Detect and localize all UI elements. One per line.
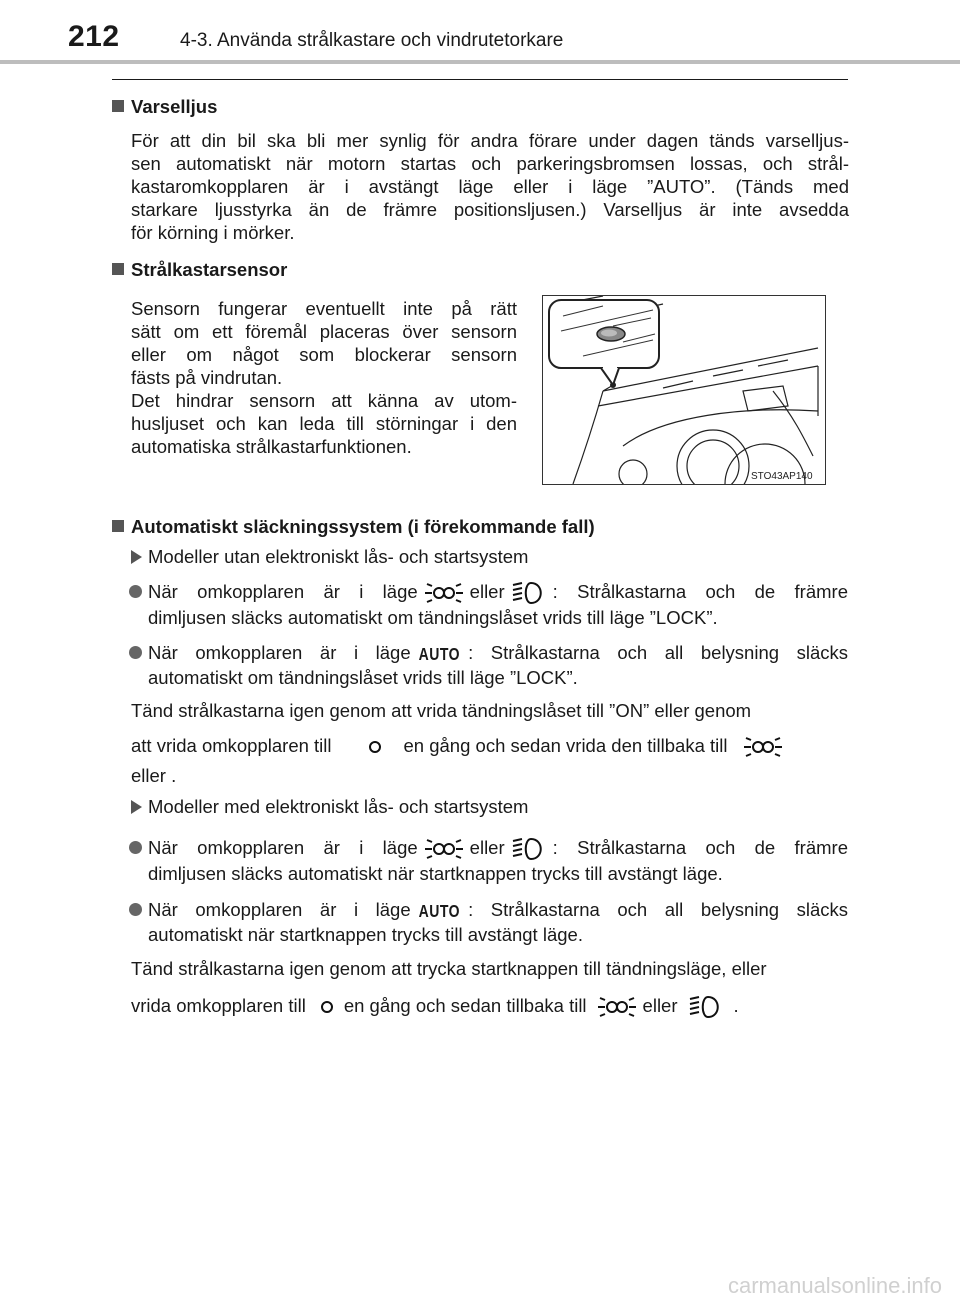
page-header [0, 0, 960, 62]
bullet-icon [129, 903, 142, 916]
instruction-1-line2: att vrida omkopplaren till en gång och sedan vrida den tillbaka till [131, 734, 789, 760]
headlight-icon [511, 580, 547, 606]
parking-lights-icon [743, 734, 783, 760]
header-bar [0, 60, 960, 64]
arrow-right-icon [131, 550, 142, 564]
bullet-icon [129, 646, 142, 659]
auto-icon: AUTO [418, 900, 461, 921]
figure-code: STO43AP140 [751, 471, 813, 482]
dashboard-drawing [543, 296, 825, 484]
page-number: 212 [68, 20, 120, 53]
parking-lights-icon [424, 836, 464, 862]
section-square-icon [112, 263, 124, 275]
section-square-icon [112, 520, 124, 532]
divider [112, 79, 848, 80]
instruction-2-line1: Tänd strålkastarna igen genom att trycka startknappen till tändningsläge, eller [131, 958, 767, 979]
off-icon [366, 738, 384, 756]
varselljus-paragraph: För att din bil ska bli mer synlig för andra förare under dagen tänds varselljus- sen automatiskt när motorn startas och parkeringsbromsen lossas, och strål- kastaromkopplaren är i avstängt läge eller i läge ”AUTO”. (Tänds med starkare ljusstyrka än de främre positionsljusen.) Varselljus är inte avsedda för körning i mörker. [131, 130, 849, 243]
watermark: carmanualsonline.info [727, 1273, 942, 1298]
section-sensor-title: Strålkastarsensor [112, 259, 287, 281]
parking-lights-icon [424, 580, 464, 606]
headlight-icon [511, 836, 547, 862]
sensor-paragraph: Sensorn fungerar eventuellt inte på rätt sätt om ett föremål placeras över sensorn eller om något som blockerar sensorn fästs på vindrutan. Det hindrar sensorn att känna av utom- husljuset och kan leda till störningar i den automatiska strålkastarfunktionen. [131, 298, 517, 457]
arrow-right-icon [131, 800, 142, 814]
instruction-2-line2: vrida omkopplaren till en gång och sedan tillbaka till eller . [131, 994, 739, 1020]
chapter-title: 4-3. Använda strålkastare och vindrutetorkare [180, 30, 564, 51]
sub-heading-without-smart: Modeller utan elektroniskt lås- och startsystem [131, 546, 528, 568]
section-varselljus-title: Varselljus [112, 96, 217, 118]
bullet-icon [129, 841, 142, 854]
headlight-icon [688, 994, 724, 1020]
bullet-icon [129, 585, 142, 598]
auto-icon: AUTO [418, 643, 461, 664]
section-autooff-title: Automatiskt släckningssystem (i förekommande fall) [112, 516, 595, 538]
parking-lights-icon [597, 994, 637, 1020]
off-icon [318, 998, 336, 1016]
sensor-illustration [542, 295, 826, 485]
sub-heading-with-smart: Modeller med elektroniskt lås- och startsystem [131, 796, 528, 818]
section-square-icon [112, 100, 124, 112]
instruction-1-line3: eller . [131, 765, 177, 786]
instruction-1-line1: Tänd strålkastarna igen genom att vrida tändningslåset till ”ON” eller genom [131, 700, 752, 721]
